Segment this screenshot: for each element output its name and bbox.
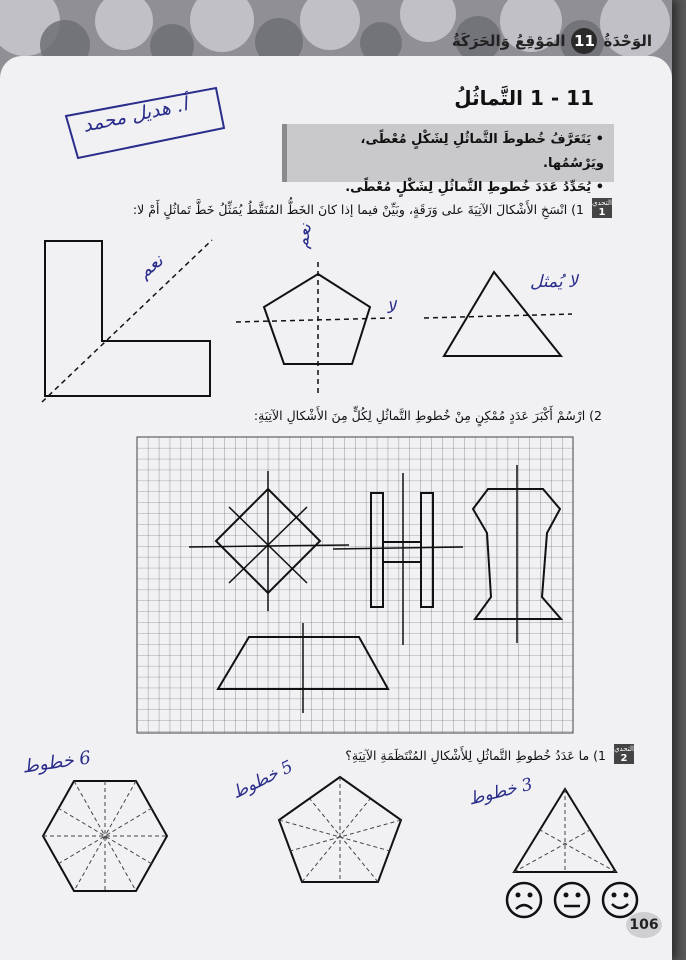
unit-name: المَوْقِعُ وَالحَرَكَةُ: [451, 32, 566, 50]
question-1-text: 1) انْسَخِ الأَشْكالَ الآتِيَةَ على وَرَقَةٍ، وبَيِّنْ فيما إذا كانَ الخَطُّ المُنَقَّطُ يُمَثِّلُ خَطَّ تَماثُلٍ أَمْ لا:: [132, 202, 584, 217]
answer-triangle: لا يُمثل: [530, 272, 578, 292]
teacher-note: أ. هديل محمد: [80, 93, 190, 137]
l-shape-figure: [40, 236, 220, 406]
goal-2: • يُحَدِّدُ عَدَدَ خُطوطِ التَّماثُلِ لِشَكْلٍ مُعْطًى.: [345, 180, 604, 195]
answer-pentagon: 5 خطوط: [228, 756, 297, 804]
unit-number: 11: [571, 28, 597, 54]
answer-l-shape: نعم: [134, 250, 168, 283]
answer-pentagon-horizontal: لا: [386, 298, 396, 318]
answer-triangle-lines: 3 خطوط: [466, 774, 535, 810]
challenge-1-tag: التحدي 1: [592, 199, 612, 218]
lesson-goals: [282, 124, 614, 195]
challenge-2-question-text: 1) ما عَدَدُ خُطوطِ التَّماثُلِ لِلأَشْكالِ المُنْتَظَمَةِ الآتِيَةِ؟: [345, 748, 606, 763]
equilateral-triangle-figure: [510, 786, 620, 876]
goal-1: • يَتَعَرَّفُ خُطوطَ التَّماثُلِ لِشَكْلٍ مُعْطًى، ويَرْسُمُها.: [360, 132, 604, 171]
challenge-2-tag: التحدي 2: [614, 745, 634, 764]
page-number: 106: [626, 912, 662, 938]
hexagon-figure: [40, 778, 170, 896]
grid-figures: [137, 437, 573, 733]
unit-title: [452, 28, 652, 54]
lesson-title: 11 - 1 التَّماثُلُ: [454, 86, 594, 110]
neutral-face-icon[interactable]: [552, 880, 592, 920]
answer-hexagon: 6 خطوط: [20, 747, 93, 778]
unit-label: الوَحْدَةُ: [603, 32, 652, 50]
regular-pentagon-figure: [276, 774, 406, 886]
answer-pentagon-vertical: نعم: [292, 222, 317, 250]
sad-face-icon[interactable]: [504, 880, 544, 920]
question-2-text: 2) ارْسُمْ أَكْبَرَ عَدَدٍ مُمْكِنٍ مِنْ خُطوطِ التَّماثُلِ لِكُلٍّ مِنَ الأَشْكالِ الآتِيَةِ:: [253, 408, 602, 423]
pentagon-figure: [232, 262, 402, 398]
